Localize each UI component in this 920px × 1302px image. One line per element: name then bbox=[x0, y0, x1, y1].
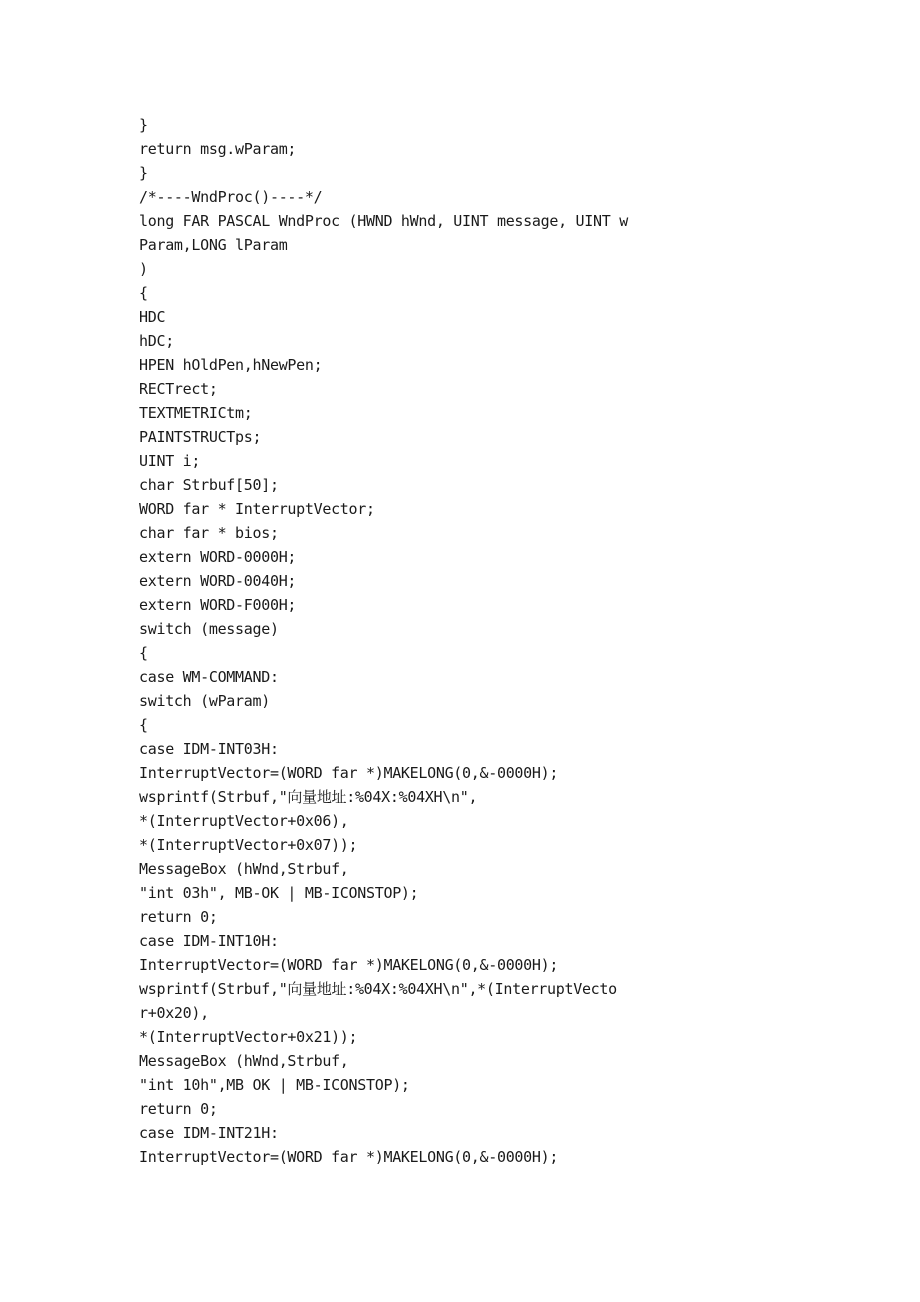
code-line-11: HPEN hOldPen,hNewPen; bbox=[139, 356, 323, 374]
code-line-42: return 0; bbox=[139, 1100, 218, 1118]
code-line-4: /*----WndProc()----*/ bbox=[139, 188, 323, 206]
code-line-20: extern WORD-0040H; bbox=[139, 572, 297, 590]
code-line-37: wsprintf(Strbuf,"向量地址:%04X:%04XH\n",*(InterruptVecto bbox=[139, 980, 617, 998]
code-line-13: TEXTMETRICtm; bbox=[139, 404, 253, 422]
code-line-10: hDC; bbox=[139, 332, 174, 350]
code-line-8: { bbox=[139, 284, 148, 302]
code-line-9: HDC bbox=[139, 308, 166, 326]
code-line-41: "int 10h",MB OK | MB-ICONSTOP); bbox=[139, 1076, 410, 1094]
code-line-31: *(InterruptVector+0x07)); bbox=[139, 836, 358, 854]
code-line-16: char Strbuf[50]; bbox=[139, 476, 279, 494]
code-line-34: return 0; bbox=[139, 908, 218, 926]
code-line-28: InterruptVector=(WORD far *)MAKELONG(0,&-0000H); bbox=[139, 764, 559, 782]
code-line-26: { bbox=[139, 716, 148, 734]
code-line-39: *(InterruptVector+0x21)); bbox=[139, 1028, 358, 1046]
code-line-40: MessageBox (hWnd,Strbuf, bbox=[139, 1052, 349, 1070]
code-line-27: case IDM-INT03H: bbox=[139, 740, 279, 758]
code-line-18: char far * bios; bbox=[139, 524, 279, 542]
code-line-24: case WM-COMMAND: bbox=[139, 668, 279, 686]
code-line-1: } bbox=[139, 116, 148, 134]
code-line-33: "int 03h", MB-OK | MB-ICONSTOP); bbox=[139, 884, 419, 902]
code-line-38: r+0x20), bbox=[139, 1004, 209, 1022]
code-listing bbox=[139, 113, 699, 1169]
code-line-32: MessageBox (hWnd,Strbuf, bbox=[139, 860, 349, 878]
code-line-14: PAINTSTRUCTps; bbox=[139, 428, 262, 446]
code-line-15: UINT i; bbox=[139, 452, 201, 470]
code-line-12: RECTrect; bbox=[139, 380, 218, 398]
code-line-36: InterruptVector=(WORD far *)MAKELONG(0,&-0000H); bbox=[139, 956, 559, 974]
code-line-17: WORD far * InterruptVector; bbox=[139, 500, 375, 518]
code-line-25: switch (wParam) bbox=[139, 692, 270, 710]
code-line-44: InterruptVector=(WORD far *)MAKELONG(0,&-0000H); bbox=[139, 1148, 559, 1166]
code-line-22: switch (message) bbox=[139, 620, 279, 638]
code-line-43: case IDM-INT21H: bbox=[139, 1124, 279, 1142]
code-line-23: { bbox=[139, 644, 148, 662]
code-line-21: extern WORD-F000H; bbox=[139, 596, 297, 614]
code-line-35: case IDM-INT10H: bbox=[139, 932, 279, 950]
code-line-2: return msg.wParam; bbox=[139, 140, 297, 158]
code-line-19: extern WORD-0000H; bbox=[139, 548, 297, 566]
code-line-30: *(InterruptVector+0x06), bbox=[139, 812, 349, 830]
code-line-3: } bbox=[139, 164, 148, 182]
code-line-5: long FAR PASCAL WndProc (HWND hWnd, UINT message, UINT w bbox=[139, 212, 628, 230]
code-line-6: Param,LONG lParam bbox=[139, 236, 288, 254]
code-line-29: wsprintf(Strbuf,"向量地址:%04X:%04XH\n", bbox=[139, 788, 478, 806]
code-line-7: ) bbox=[139, 260, 148, 278]
